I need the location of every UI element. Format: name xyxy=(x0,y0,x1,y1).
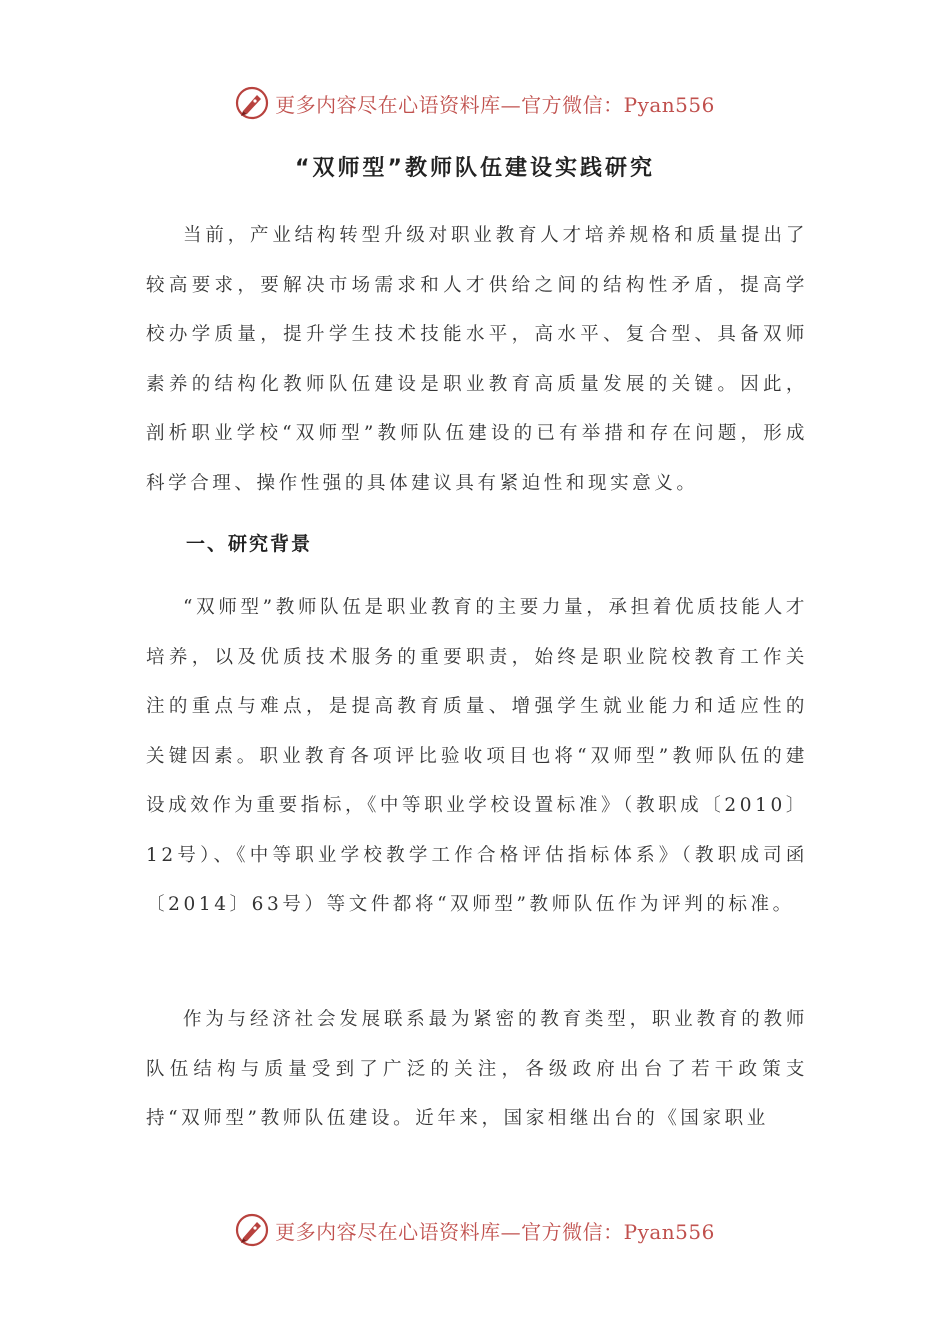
pen-nib-circle-icon xyxy=(235,1213,269,1247)
pen-nib-circle-icon xyxy=(235,86,269,120)
section-heading: 一、研究背景 xyxy=(186,533,313,555)
paragraph-background: “双师型”教师队伍是职业教育的主要力量，承担着优质技能人才培养，以及优质技术服务的重要职责，始终是职业院校教育工作关注的重点与难点，是提高教育质量、增强学生就业能力和适应性的关键因素。职业教育各项评比验收项目也将“双师型”教师队伍的建设成效作为重要指标，《中等职业学校设置标准》（教职成〔2010〕12号）、《中等职业学校教学工作合格评估指标体系》（教职成司函〔2014〕63号）等文件都将“双师型”教师队伍作为评判的标准。 xyxy=(146,597,808,915)
banner-text: 更多内容尽在心语资料库—官方微信：Pyan556 xyxy=(275,92,715,117)
header-banner xyxy=(0,83,950,123)
page-title: “双师型”教师队伍建设实践研究 xyxy=(295,156,655,181)
paragraph-policy: 作为与经济社会发展联系最为紧密的教育类型，职业教育的教师队伍结构与质量受到了广泛的关注，各级政府出台了若干政策支持“双师型”教师队伍建设。近年来，国家相继出台的《国家职业 xyxy=(146,1009,808,1129)
banner-text: 更多内容尽在心语资料库—官方微信：Pyan556 xyxy=(275,1219,715,1244)
footer-banner xyxy=(0,1210,950,1250)
paragraph-intro: 当前，产业结构转型升级对职业教育人才培养规格和质量提出了较高要求，要解决市场需求和人才供给之间的结构性矛盾，提高学校办学质量，提升学生技术技能水平，高水平、复合型、具备双师素养的结构化教师队伍建设是职业教育高质量发展的关键。因此，剖析职业学校“双师型”教师队伍建设的已有举措和存在问题，形成科学合理、操作性强的具体建议具有紧迫性和现实意义。 xyxy=(146,225,808,494)
